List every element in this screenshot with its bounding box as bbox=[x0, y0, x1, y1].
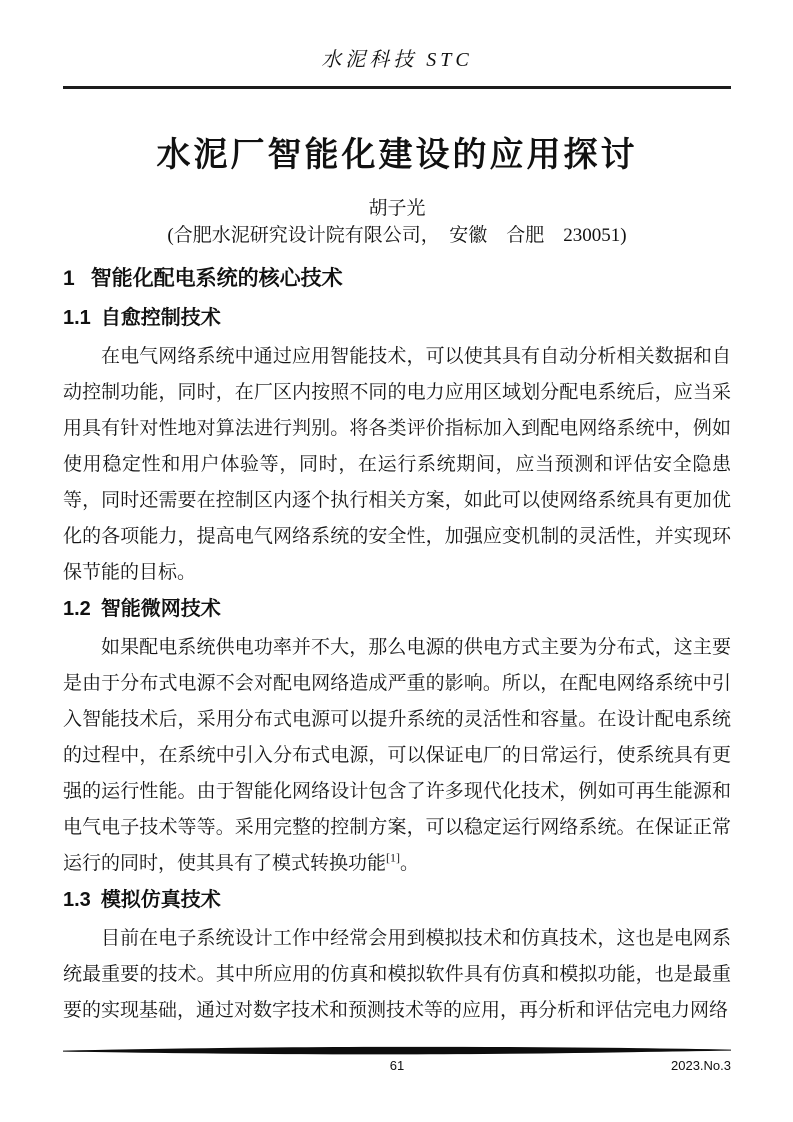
header-rule bbox=[63, 86, 731, 89]
section-title: 智能化配电系统的核心技术 bbox=[90, 267, 343, 290]
subsection-number: 1.3 bbox=[63, 889, 91, 911]
subsection-heading-1-1 bbox=[63, 303, 731, 333]
subsection-number: 1.2 bbox=[63, 598, 91, 620]
author-affiliation: (合肥水泥研究设计院有限公司， 安徽 合肥 230051) bbox=[167, 225, 627, 246]
section-heading-1 bbox=[63, 264, 731, 294]
paragraph-smart-microgrid bbox=[63, 630, 731, 882]
page-number: 61 bbox=[389, 1058, 405, 1073]
article-title: 水泥厂智能化建设的应用探讨 bbox=[156, 136, 638, 174]
subsection-heading-1-2 bbox=[63, 594, 731, 624]
content-column bbox=[63, 0, 731, 1029]
subsection-title: 自愈控制技术 bbox=[100, 307, 221, 329]
paragraph-text-tail: 。 bbox=[400, 853, 420, 874]
issue-number: 2023.No.3 bbox=[671, 1058, 731, 1073]
subsection-title: 智能微网技术 bbox=[100, 598, 221, 620]
page-footer bbox=[63, 1046, 731, 1076]
section-number: 1 bbox=[63, 267, 75, 290]
subsection-title: 模拟仿真技术 bbox=[100, 889, 221, 911]
paragraph-text: 如果配电系统供电功率并不大，那么电源的供电方式主要为分布式，这主要是由于分布式电源不会对配电网络造成严重的影响。所以，在配电网络系统中引入智能技术后，采用分布式电源可以提升系统的灵活性和容量。在设计配电系统的过程中，在系统中引入分布式电源，可以保证电厂的日常运行，使系统具有更强的运行性能。由于智能化网络设计包含了许多现代化技术，例如可再生能源和电气电子技术等等。采用完整的控制方案，可以稳定运行网络系统。在保证正常运行的同时，使其具有了模式转换功能 bbox=[63, 637, 731, 874]
subsection-heading-1-3 bbox=[63, 885, 731, 915]
author-name: 胡子光 bbox=[368, 198, 426, 219]
citation-ref-1: [1] bbox=[386, 850, 401, 865]
footer-rule bbox=[63, 1046, 731, 1056]
paragraph-simulation-technology: 目前在电子系统设计工作中经常会用到模拟技术和仿真技术，这也是电网系统最重要的技术。其中所应用的仿真和模拟软件具有仿真和模拟功能，也是最重要的实现基础，通过对数字技术和预测技术等的应用，再分析和评估完电力网络 bbox=[63, 928, 731, 1021]
paragraph-self-healing-control: 在电气网络系统中通过应用智能技术，可以使其具有自动分析相关数据和自动控制功能，同时，在厂区内按照不同的电力应用区域划分配电系统后，应当采用具有针对性地对算法进行判别。将各类评价指标加入到配电网络系统中，例如使用稳定性和用户体验等，同时，在运行系统期间，应当预测和评估安全隐患等，同时还需要在控制区内逐个执行相关方案，如此可以使网络系统具有更加优化的各项能力，提高电气网络系统的安全性，加强应变机制的灵活性，并实现环保节能的目标。 bbox=[63, 346, 731, 583]
subsection-number: 1.1 bbox=[63, 307, 91, 329]
journal-running-head: 水泥科技 STC bbox=[321, 49, 473, 71]
footer-meta bbox=[63, 1058, 731, 1076]
